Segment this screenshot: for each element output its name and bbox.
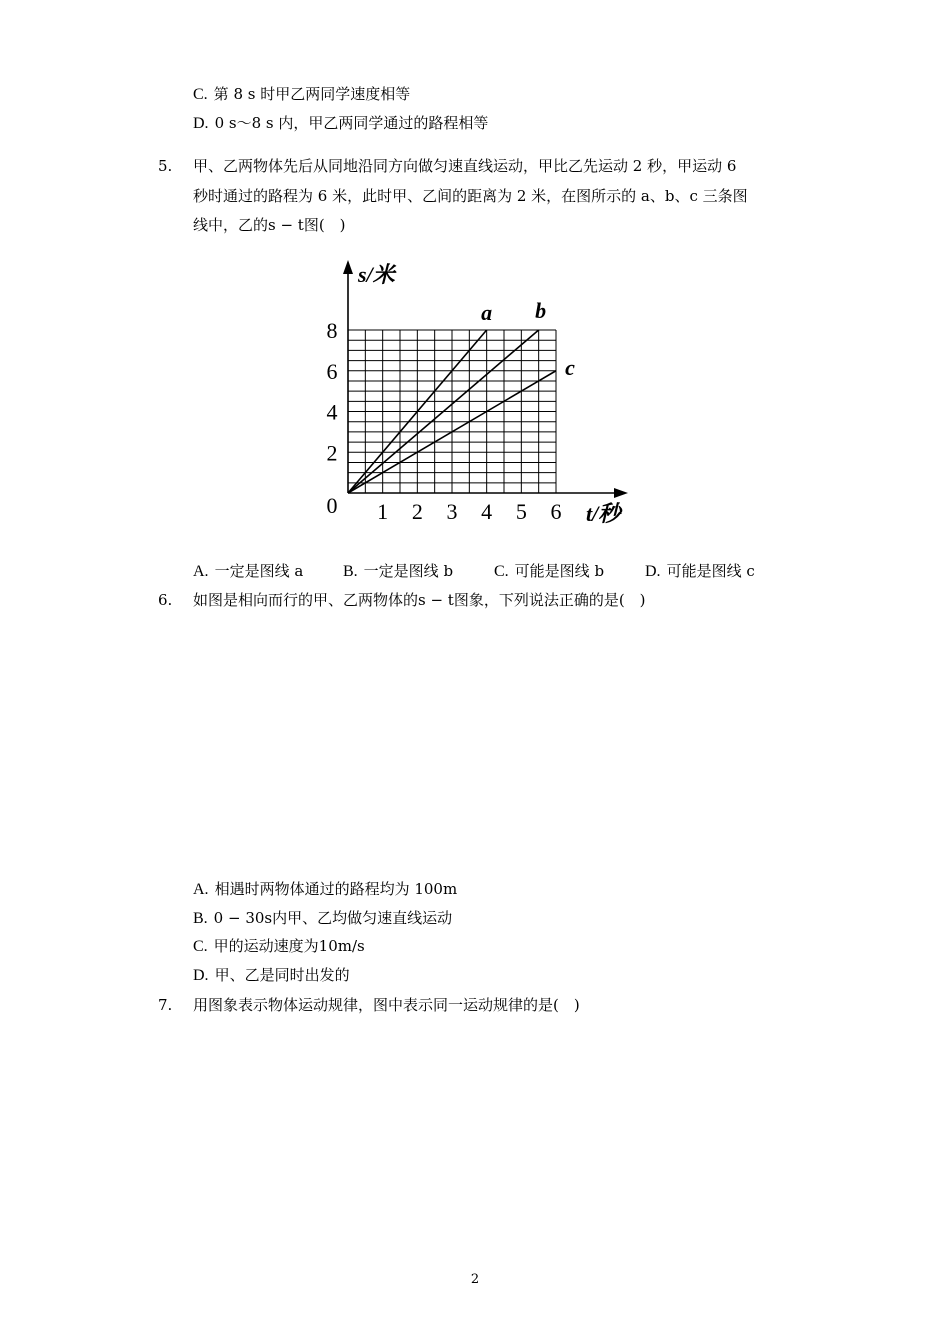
option-label: C.: [193, 938, 208, 955]
option-label: B.: [343, 563, 358, 580]
q5-text-line-2: 秒时通过的路程为 6 米，此时甲、乙间的距离为 2 米，在图所示的 a、b、c 三条图: [193, 187, 748, 205]
x-tick-label: 1: [377, 499, 389, 524]
option-text: 0 − 30s内甲、乙均做匀速直线运动: [213, 909, 453, 927]
q4-option-d: [193, 113, 488, 134]
series-label-a: a: [481, 300, 493, 325]
option-label: A.: [193, 563, 209, 580]
option-label: C.: [494, 563, 509, 580]
y-tick-label: 4: [326, 399, 338, 425]
q6-option-d: [193, 965, 350, 986]
page-number: 2: [470, 1272, 480, 1287]
x-tick-label: 6: [550, 499, 562, 524]
option-text: 甲、乙是同时出发的: [214, 966, 350, 984]
x-tick-label: 2: [411, 499, 423, 524]
q5-option-c: [494, 561, 604, 582]
y-axis-title: s/米: [358, 262, 395, 287]
origin-label: 0: [326, 493, 338, 518]
y-axis-arrow: [343, 260, 353, 274]
q5-option-d: [645, 561, 755, 582]
option-text: 一定是图线 b: [363, 562, 454, 580]
option-label: C.: [193, 86, 208, 103]
q4-option-c: [193, 84, 410, 105]
option-label: D.: [193, 115, 209, 132]
option-text: 第 8 s 时甲乙两同学速度相等: [213, 85, 411, 103]
chart-labels: [327, 262, 625, 526]
q5-option-b: [343, 561, 453, 582]
q6-text: 如图是相向而行的甲、乙两物体的s − t图象，下列说法正确的是( ): [193, 591, 646, 609]
q5-number: 5.: [158, 157, 173, 175]
y-tick-label: 8: [326, 318, 338, 343]
option-label: B.: [193, 910, 208, 927]
x-axis-title: t/秒: [586, 501, 621, 526]
y-tick-label: 6: [326, 358, 338, 384]
option-label: D.: [193, 967, 209, 984]
x-tick-label: 4: [481, 499, 493, 524]
option-text: 相遇时两物体通过的路程均为 100m: [214, 880, 458, 898]
option-text: 可能是图线 b: [514, 562, 605, 580]
q7-number: 7.: [158, 996, 173, 1014]
x-tick-label: 5: [515, 499, 527, 524]
q6-option-a: [193, 879, 457, 900]
option-label: A.: [193, 881, 209, 898]
x-tick-label: 3: [446, 499, 458, 524]
option-text: 0 s～8 s 内，甲乙两同学通过的路程相等: [214, 114, 489, 132]
option-text: 甲的运动速度为10m/s: [213, 937, 365, 955]
q7-text: 用图象表示物体运动规律，图中表示同一运动规律的是( ): [193, 996, 580, 1014]
st-graph: [310, 255, 640, 545]
q5-text-line-3: 线中，乙的s − t图( ): [193, 216, 346, 234]
option-text: 可能是图线 c: [666, 562, 755, 580]
q5-option-a: [193, 561, 303, 582]
y-tick-label: 2: [326, 440, 338, 466]
x-axis-arrow: [614, 488, 628, 498]
chart-grid: [348, 330, 556, 493]
option-text: 一定是图线 a: [214, 562, 304, 580]
q6-option-b: [193, 908, 452, 929]
series-label-c: c: [565, 354, 575, 380]
option-label: D.: [645, 563, 661, 580]
q6-number: 6.: [158, 591, 173, 609]
series-label-b: b: [535, 298, 547, 323]
q5-text-line-1: 甲、乙两物体先后从同地沿同方向做匀速直线运动，甲比乙先运动 2 秒，甲运动 6: [193, 157, 737, 175]
q6-option-c: [193, 936, 365, 957]
